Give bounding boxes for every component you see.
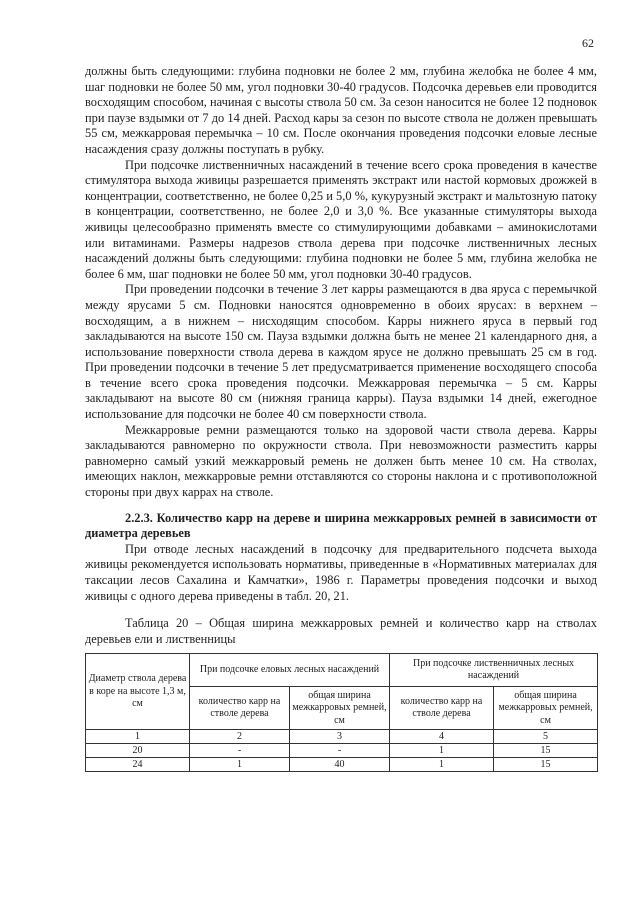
page-number: 62 xyxy=(582,36,594,50)
header-group-spruce: При подсочке еловых лесных насаждений xyxy=(190,654,390,687)
section-heading: 2.2.3. Количество карр на дереве и ширина межкарровых ремней в зависимости от диаметра деревьев xyxy=(85,510,597,541)
paragraph: При проведении подсочки в течение 3 лет карры размещаются в два яруса с перемычкой между ярусами 5 см. Подновки наносятся одновременно в обоих ярусах: в верхнем – восходящим, а в нижнем – нисходящим способом. Карры нижнего яруса в первый год закладываются на высоте 150 см. Пауза вздымки должна быть не менее 21 календарного дня, а использование поверхности ствола дерева в каждом ярусе не должно превышать 25 см в год. При проведении подсочки в течение 5 лет предусматривается применение восходящего способа в течение всего срока проведения подсочки. Межкарровая перемычка – 5 см. Карры закладывают на высоте 80 см (нижняя граница карры). Пауза вздымки 14 дней, ежегодное использование для подсочки не более 40 см поверхности ствола. xyxy=(85,282,597,422)
table-row xyxy=(86,744,598,758)
data-table xyxy=(85,653,598,772)
table-cell: 1 xyxy=(390,744,494,758)
table-cell: 1 xyxy=(190,758,290,772)
paragraph: Межкарровые ремни размещаются только на здоровой части ствола дерева. Карры закладываются равномерно по окружности ствола. При невозможности разместить карры равномерно самый узкий межкарровый ремень не должен быть менее 10 см. На стволах, имеющих наклон, межкарровые ремни отставляются со стороны наклона и с противоположной стороны при двух каррах на стволе. xyxy=(85,422,597,500)
header-spruce-width: общая ширина межкарровых ремней, см xyxy=(290,687,390,730)
table-cell: 4 xyxy=(390,730,494,744)
table-cell: 40 xyxy=(290,758,390,772)
table-cell: 15 xyxy=(494,758,598,772)
header-group-larch: При подсочке лиственничных лесных насаждений xyxy=(390,654,598,687)
section-paragraph: При отводе лесных насаждений в подсочку для предварительного подсчета выхода живицы рекомендуется использовать нормативы, приведенные в «Нормативных материалах для таксации лесов Сахалина и Камчатки», 1986 г. Параметры проведения подсочки и выход живицы с одного дерева приведены в табл. 20, 21. xyxy=(85,541,597,603)
table-cell: 3 xyxy=(290,730,390,744)
table-cell: 20 xyxy=(86,744,190,758)
table-cell: 2 xyxy=(190,730,290,744)
table-cell: 15 xyxy=(494,744,598,758)
paragraph: При подсочке лиственничных насаждений в течение всего срока проведения в качестве стимулятора выхода живицы разрешается применять экстракт или настой кормовых дрожжей в концентрации, соответственно, не более 0,25 и 5,0 %, кукурузный экстракт и мальтозную патоку в концентрации, соответственно, не более 2,0 и 3,0 %. Все указанные стимуляторы выхода живицы целесообразно применять вместе со стимулирующими добавками – аминокислотами или витаминами. Размеры надрезов ствола дерева при подсочке лиственничных лесных насаждений должны быть следующими: глубина подновки не более 5 мм, глубина желобка не более 6 мм, шаг подновки не более 50 мм, угол подновки 30-40 градусов. xyxy=(85,157,597,281)
table-cell: 5 xyxy=(494,730,598,744)
table-cell: 24 xyxy=(86,758,190,772)
paragraph: должны быть следующими: глубина подновки не более 2 мм, глубина желобка не более 4 мм, шаг подновки не более 50 мм, угол подновки 30-40 градусов. Подсочка деревьев ели проводится восходящим способом, начиная с высоты ствола 50 см. За сезон наносится не более 12 подновок при паузе вздымки от 7 до 14 дней. Расход кары за сезон по высоте ствола не должен превышать 55 см, межкарровая перемычка – 10 см. После окончания проведения подсочки еловые лесные насаждения сразу должны поступать в рубку. xyxy=(85,64,597,156)
table-cell: - xyxy=(290,744,390,758)
table-row-column-numbers xyxy=(86,730,598,744)
header-diameter: Диаметр ствола дерева в коре на высоте 1,3 м, см xyxy=(86,654,190,730)
table-cell: 1 xyxy=(390,758,494,772)
table-row xyxy=(86,758,598,772)
header-larch-width: общая ширина межкарровых ремней, см xyxy=(494,687,598,730)
document-body xyxy=(85,64,597,772)
table-cell: 1 xyxy=(86,730,190,744)
table-cell: - xyxy=(190,744,290,758)
header-larch-count: количество карр на стволе дерева xyxy=(390,687,494,730)
header-spruce-count: количество карр на стволе дерева xyxy=(190,687,290,730)
table-caption: Таблица 20 – Общая ширина межкарровых ремней и количество карр на стволах деревьев ели и лиственницы xyxy=(85,616,597,646)
